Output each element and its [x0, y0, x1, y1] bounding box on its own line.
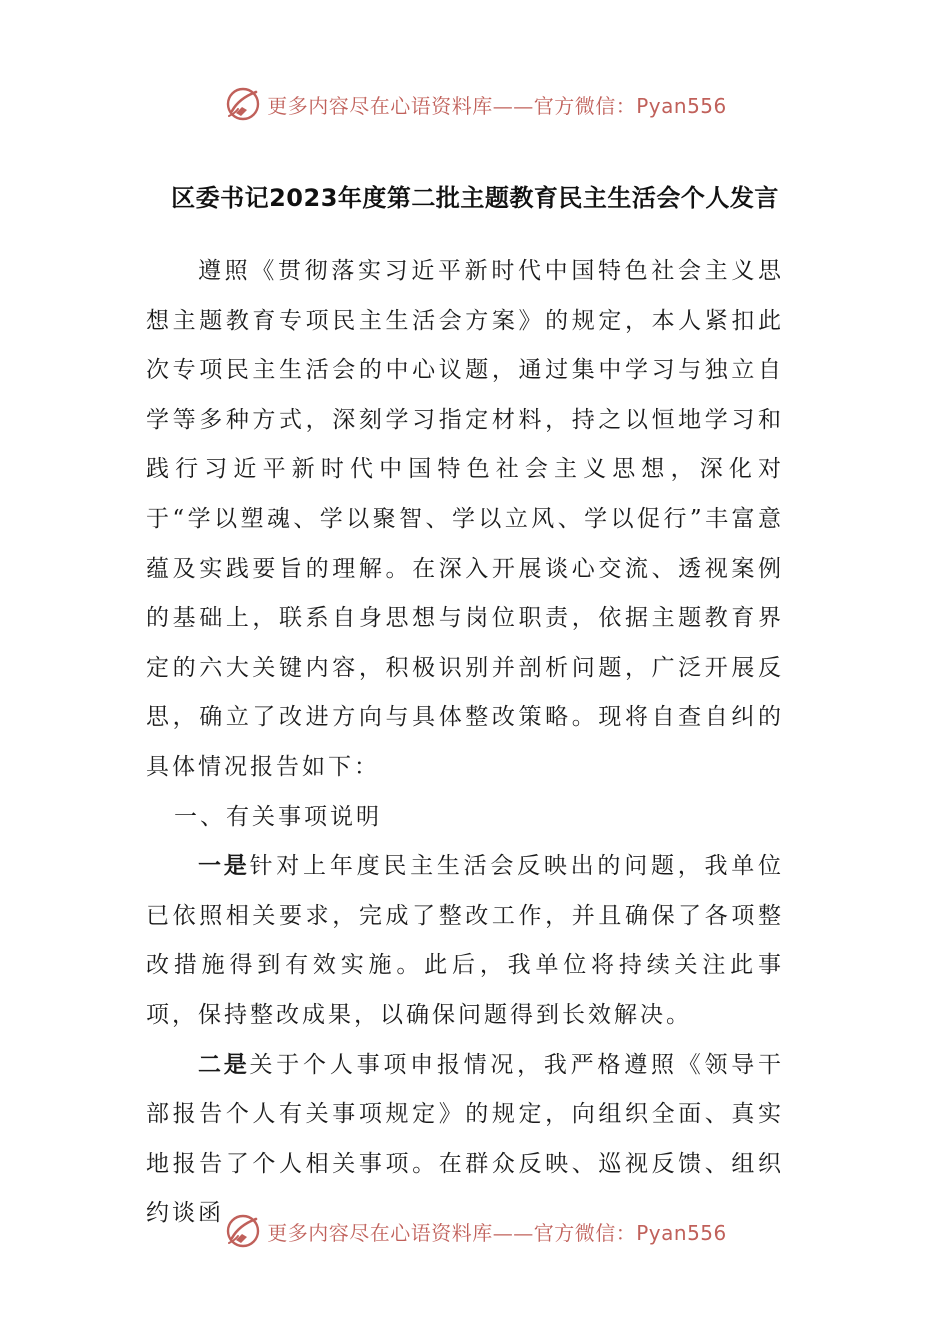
- watermark-footer: [0, 1209, 950, 1253]
- watermark-label: 官方微信：: [533, 93, 637, 118]
- paragraph-text: 关于个人事项申报情况，我严格遵照《领导干部报告个人有关事项规定》的规定，向组织全面、真实地报告了个人相关事项。在群众反映、巡视反馈、组织约谈函: [146, 1051, 785, 1227]
- watermark-id: Pyan556: [636, 93, 727, 118]
- paragraph-lead: 一是: [198, 853, 250, 880]
- paragraph-item-1: [146, 842, 784, 1040]
- paragraph-text: 遵照《贯彻落实习近平新时代中国特色社会主义思想主题教育专项民主生活会方案》的规定，本人紧扣此次专项民主生活会的中心议题，通过集中学习与独立自学等多种方式，深刻学习指定材料，持之以恒地学习和践行习近平新时代中国特色社会主义思想，深化对于“学以塑魂、学以聚智、学以立风、学以促行”丰富意蕴及实践要旨的理解。在深入开展谈心交流、透视案例的基础上，联系自身思想与岗位职责，依据主题教育界定的六大关键内容，积极识别并剖析问题，广泛开展反思，确立了改进方向与具体整改策略。现将自查自纠的具体情况报告如下：: [146, 258, 784, 780]
- section-heading: 一、有关事项说明: [174, 803, 382, 830]
- paragraph-intro: [146, 247, 784, 793]
- watermark-brand: 更多内容尽在心语资料库: [267, 1220, 493, 1245]
- watermark-text: [267, 1217, 727, 1246]
- document-body: [146, 247, 784, 1239]
- watermark-brand: 更多内容尽在心语资料库: [267, 93, 493, 118]
- watermark-text: [267, 90, 727, 119]
- watermark-dash: ——: [492, 93, 534, 118]
- watermark-label: 官方微信：: [533, 1220, 637, 1245]
- pen-nib-circle-icon: [223, 1211, 263, 1251]
- pen-nib-circle-icon: [223, 84, 263, 124]
- watermark-id: Pyan556: [636, 1220, 727, 1245]
- document-title: 区委书记2023年度第二批主题教育民主生活会个人发言: [171, 184, 779, 212]
- paragraph-lead: 二是: [198, 1051, 250, 1078]
- watermark-header: [0, 82, 950, 126]
- watermark-dash: ——: [492, 1220, 534, 1245]
- paragraph-text: 针对上年度民主生活会反映出的问题，我单位已依照相关要求，完成了整改工作，并且确保了各项整改措施得到有效实施。此后，我单位将持续关注此事项，保持整改成果，以确保问题得到长效解决。: [146, 853, 785, 1028]
